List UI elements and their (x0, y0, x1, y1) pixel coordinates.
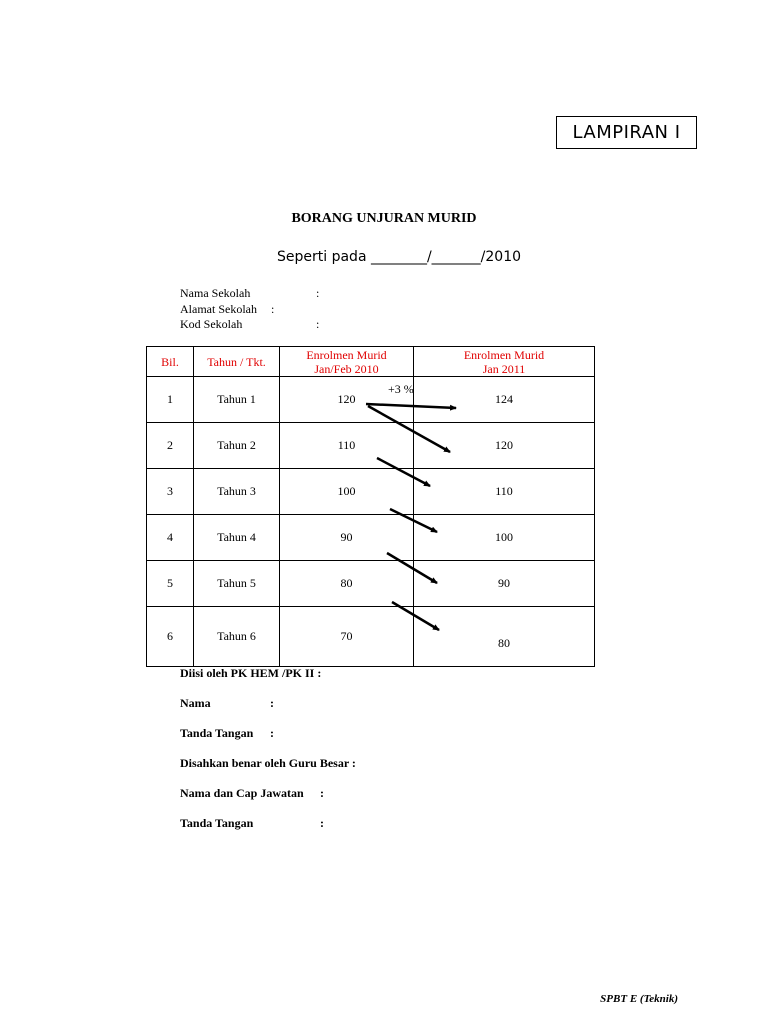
signature2-line (180, 816, 356, 846)
name-stamp-line (180, 786, 356, 816)
enrolment-table (146, 346, 595, 667)
cell-bil: 2 (147, 423, 194, 469)
cell-enrol-2010: 70 (280, 607, 414, 667)
cell-tahun: Tahun 6 (194, 607, 280, 667)
school-name-colon: : (316, 286, 320, 300)
filled-by-line (180, 666, 356, 696)
growth-percent-label: +3 % (388, 382, 414, 396)
form-title: BORANG UNJURAN MURID (291, 211, 477, 226)
name-label: Nama (180, 696, 211, 710)
cell-enrol-2010: 110 (280, 423, 414, 469)
school-address-row (180, 301, 275, 318)
name-stamp-colon: : (320, 786, 324, 800)
cell-enrol-2011: 110 (414, 469, 595, 515)
cell-enrol-2010: 90 (280, 515, 414, 561)
name-stamp-label: Nama dan Cap Jawatan (180, 786, 304, 800)
table-row (147, 607, 595, 667)
header-bil: Bil. (147, 347, 194, 377)
header-enrol-2011-line2: Jan 2011 (482, 361, 526, 376)
school-name-label: Nama Sekolah (180, 286, 251, 300)
filled-by-label: Diisi oleh PK HEM /PK II : (180, 666, 322, 680)
cell-bil: 1 (147, 377, 194, 423)
verified-by-label: Disahkan benar oleh Guru Besar : (180, 756, 356, 770)
header-enrol-2010 (280, 347, 414, 377)
cell-tahun: Tahun 3 (194, 469, 280, 515)
cell-enrol-2011: 90 (414, 561, 595, 607)
cell-tahun: Tahun 5 (194, 561, 280, 607)
signature-colon: : (270, 726, 274, 740)
cell-bil: 3 (147, 469, 194, 515)
cell-enrol-2010: 100 (280, 469, 414, 515)
name-colon: : (270, 696, 274, 710)
signature2-colon: : (320, 816, 324, 830)
cell-tahun: Tahun 2 (194, 423, 280, 469)
cell-enrol-2011: 124 (414, 377, 595, 423)
cell-bil: 6 (147, 607, 194, 667)
header-tahun: Tahun / Tkt. (194, 347, 280, 377)
signature2-label: Tanda Tangan (180, 816, 254, 830)
cell-enrol-2010: 80 (280, 561, 414, 607)
header-enrol-2011 (414, 347, 595, 377)
cell-enrol-2011: 100 (414, 515, 595, 561)
school-name-row (180, 286, 320, 302)
table-row (147, 561, 595, 607)
school-address-label: Alamat Sekolah (180, 301, 257, 316)
cell-enrol-2010: 120 (280, 377, 414, 423)
header-enrol-2010-line2: Jan/Feb 2010 (314, 361, 379, 376)
school-address-colon: : (271, 301, 275, 316)
cell-tahun: Tahun 1 (194, 377, 280, 423)
school-code-label: Kod Sekolah (180, 317, 243, 331)
table-row (147, 377, 595, 423)
cell-bil: 5 (147, 561, 194, 607)
signoff-section (180, 666, 356, 846)
name-line (180, 696, 356, 726)
footer-code: SPBT E (Teknik) (600, 993, 678, 1005)
verified-by-line (180, 756, 356, 786)
school-code-row (180, 317, 320, 333)
table-row (147, 469, 595, 515)
cell-tahun: Tahun 4 (194, 515, 280, 561)
header-enrol-2010-line1: Enrolmen Murid (306, 347, 387, 362)
as-of-date-line: Seperti pada ________/_______/2010 (277, 249, 522, 265)
signature-line (180, 726, 356, 756)
cell-bil: 4 (147, 515, 194, 561)
school-code-colon: : (316, 317, 320, 331)
school-info (180, 286, 320, 333)
header-enrol-2011-line1: Enrolmen Murid (463, 347, 545, 362)
cell-enrol-2011: 120 (414, 423, 595, 469)
table-row (147, 515, 595, 561)
signature-label: Tanda Tangan (180, 726, 254, 740)
table-row (147, 423, 595, 469)
annex-label: LAMPIRAN I (556, 116, 697, 149)
table-header-row (147, 347, 595, 377)
cell-enrol-2011: 80 (414, 607, 595, 667)
